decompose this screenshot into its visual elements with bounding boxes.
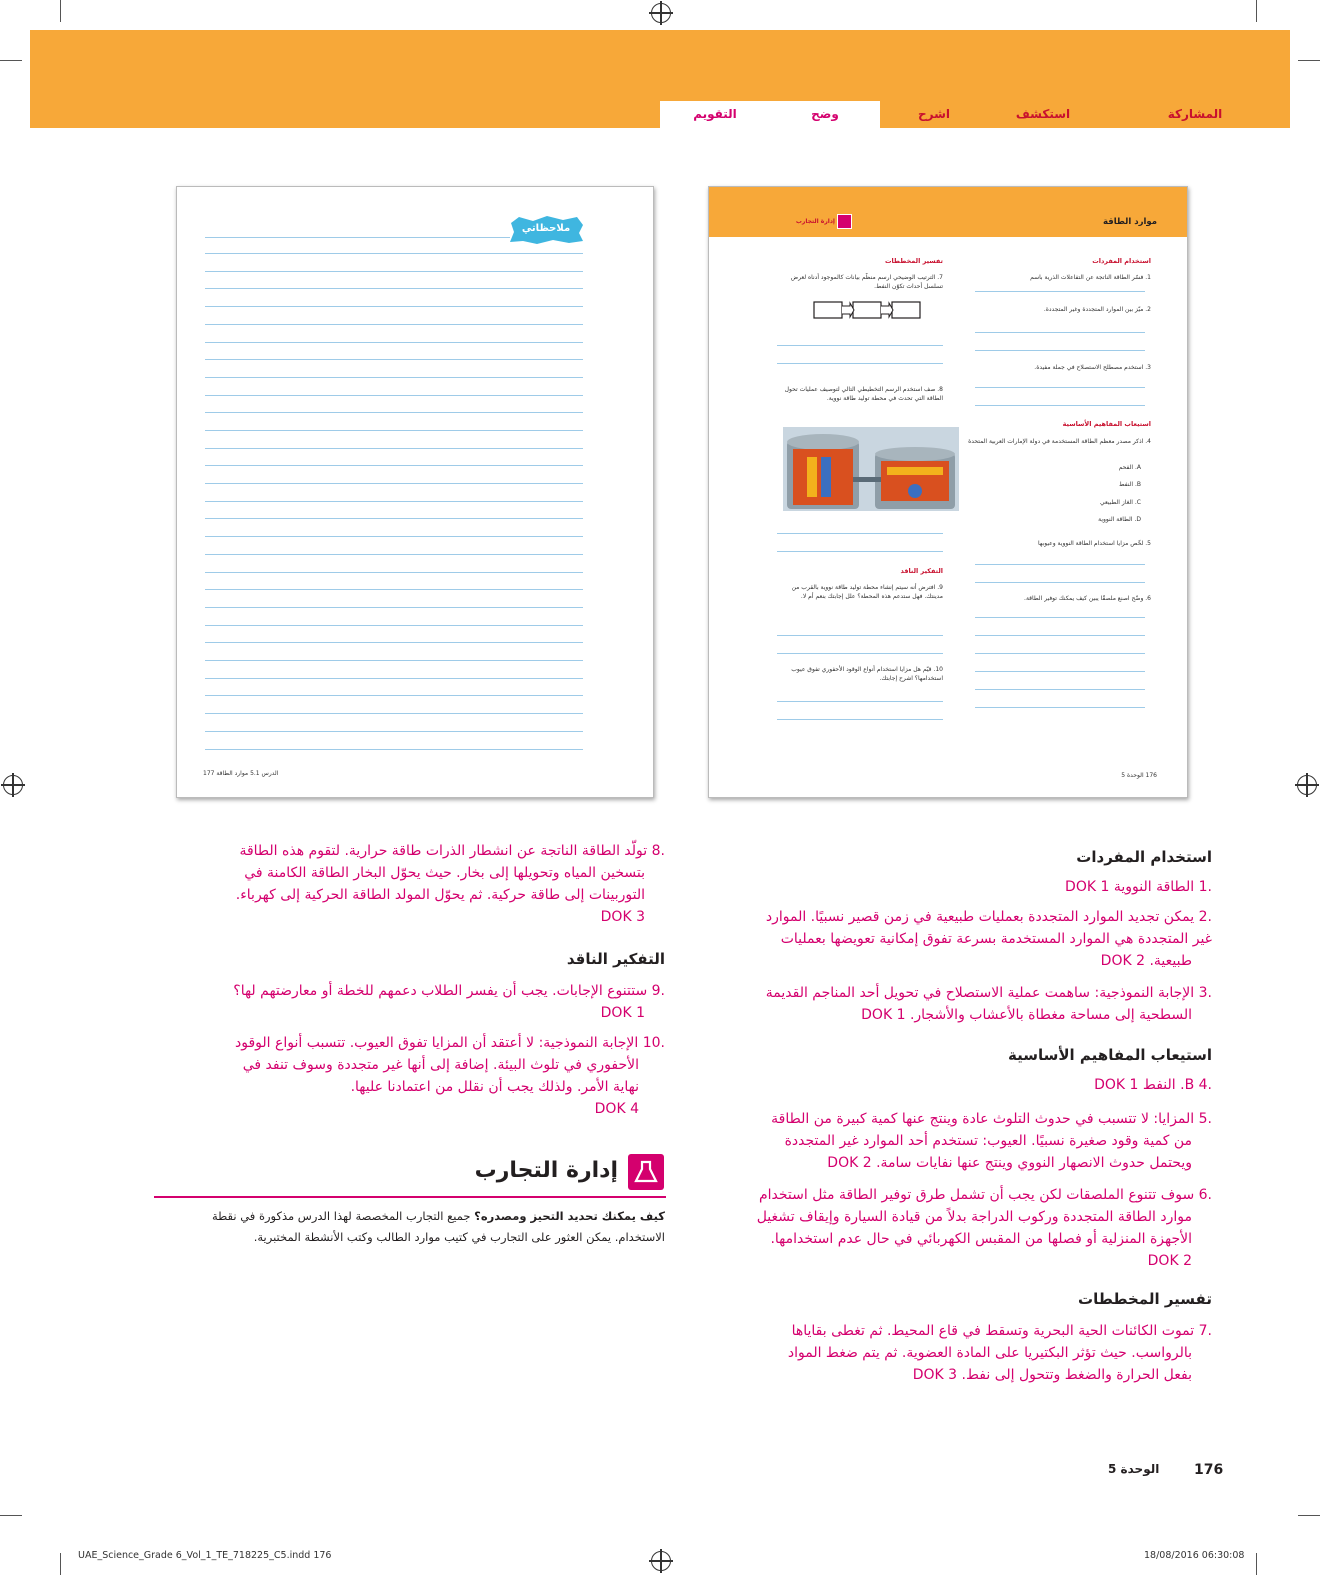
trim-mark: [0, 1515, 22, 1516]
answer-9: [160, 980, 665, 1024]
answer-line-text: DOK 4: [594, 1101, 639, 1117]
trim-mark: [1298, 60, 1320, 61]
trim-mark: [1256, 1553, 1257, 1575]
notes-line: [205, 660, 583, 661]
nuclear-plant-diagram: [783, 427, 959, 511]
lesson-tabs: [30, 101, 1290, 128]
answer-line-text: موارد الطاقة المتجددة وركوب الدراجة بدلاً من قيادة السيارة وإيقاف تشغيل: [756, 1209, 1192, 1225]
tab-evaluate[interactable]: التقويم: [660, 101, 770, 128]
slug-date: 18/08/2016 06:30:08: [1144, 1550, 1245, 1561]
answer-line-text: .3 الإجابة النموذجية: ساهمت عملية الاستصلاح في تحويل أحد المناجم القديمة: [765, 985, 1212, 1001]
answer-line-text: الأحفوري في تلوث البيئة. إضافة إلى أنها غير متجددة وسوف تنفد في: [242, 1057, 639, 1073]
notes-line: [205, 536, 583, 537]
thumb-question: 9. افترض أنه سيتم إنشاء محطة توليد طاقة نووية بالقرب من مدينتك. فهل ستدعم هذه المحطة؟ علل إجابتك بنعم أم لا.: [791, 584, 943, 600]
answer-line-text: DOK 3: [600, 909, 645, 925]
answer-line: [975, 707, 1145, 708]
trim-mark: [60, 1553, 61, 1575]
answer-line-text: .9 ستتنوع الإجابات. يجب أن يفسر الطلاب دعمهم للخطة أو معارضتهم لها؟: [233, 983, 665, 999]
lab-divider: [154, 1196, 666, 1198]
answer-line: [777, 551, 943, 552]
notes-line: [205, 607, 583, 608]
answer-line-text: ويحتمل حدوث الانصهار النووي وينتج عنها نفايات سامة. DOK 2: [827, 1155, 1192, 1171]
answer-5: [672, 1108, 1212, 1174]
section-title-diagrams: تفسير المخططات: [1078, 1290, 1212, 1308]
lab-text: [160, 1206, 665, 1248]
answer-10: [160, 1032, 665, 1120]
thumb-question: 4. اذكر مصدر معظم الطاقة المستخدمة في دولة الإمارات العربية المتحدة: [968, 438, 1151, 445]
trim-mark: [0, 60, 22, 61]
notes-line: [205, 589, 583, 590]
trim-mark: [1256, 0, 1257, 22]
answer-line-text: الأجهزة المنزلية أو فصلها من المقبس الكهربائي في حال عدم استخدامها.: [770, 1231, 1192, 1247]
registration-mark-icon: [3, 775, 23, 795]
answer-3: [672, 982, 1212, 1026]
notes-line: [205, 625, 583, 626]
notes-line: [205, 306, 583, 307]
notes-line: [205, 395, 583, 396]
notes-line: [205, 412, 583, 413]
answer-line-text: طبيعية. DOK 2: [1100, 953, 1192, 969]
answer-line: [975, 582, 1145, 583]
thumb-option: D. الطاقة النووية: [1098, 516, 1141, 523]
notes-badge: ملاحظاتي: [521, 223, 571, 234]
notes-line: [205, 271, 583, 272]
notes-line: [205, 678, 583, 679]
answer-line: [777, 635, 943, 636]
thumb-option: A. الفحم: [1118, 464, 1141, 471]
answer-line-text: .5 المزايا: لا تتسبب في حدوث التلوث عادة وينتج عنها كمية كبيرة من الطاقة: [771, 1111, 1212, 1127]
tab-explore[interactable]: استكشف: [1015, 107, 1071, 121]
notes-line: [205, 377, 583, 378]
thumb-title: موارد الطاقة: [1102, 217, 1157, 227]
tab-engage[interactable]: المشاركة: [1167, 107, 1223, 121]
answer-line-text: .6 سوف تتنوع الملصقات لكن يجب أن تشمل طرق توفير الطاقة مثل استخدام: [758, 1187, 1212, 1203]
student-page-thumbnail-176: [708, 186, 1188, 798]
notes-line: [205, 359, 583, 360]
thumb-question: 5. لخّص مزايا استخدام الطاقة النووية وعيوبها: [1038, 540, 1151, 547]
lab-icon: [837, 214, 852, 229]
notes-line: [205, 342, 583, 343]
answer-line-text: بفعل الحرارة والضغط وتتحول إلى نفط. DOK 3: [912, 1367, 1192, 1383]
answer-line-text: DOK 1: [600, 1005, 645, 1021]
answer-line-text: التوربينات إلى طاقة حركية. ثم يحوّل المولد الطاقة الحركية إلى كهرباء.: [235, 887, 645, 903]
answer-line: [975, 671, 1145, 672]
answer-line: [975, 387, 1145, 388]
notes-line: [205, 430, 583, 431]
answer-7: [672, 1320, 1212, 1386]
answer-4: .4 B. النفط DOK 1: [1094, 1077, 1212, 1093]
thumb-header: [709, 187, 1187, 237]
notes-line: [205, 518, 583, 519]
flask-icon: [628, 1154, 664, 1190]
answer-line-text: .8 تولّد الطاقة الناتجة عن انشطار الذرات طاقة حرارية. لتقوم هذه الطاقة: [239, 843, 665, 859]
answer-1: .1 الطاقة النووية DOK 1: [1065, 879, 1212, 895]
thumb-badge: إدارة التجارب: [795, 218, 835, 225]
answer-line: [975, 617, 1145, 618]
answer-line-text: السطحية إلى مساحة مغطاة بالأعشاب والأشجار. DOK 1: [861, 1007, 1192, 1023]
answer-line-text: DOK 2: [1147, 1253, 1192, 1269]
lab-text-line: جميع التجارب المخصصة لهذا الدرس مذكورة في نقطة: [211, 1209, 471, 1223]
answer-line: [975, 564, 1145, 565]
answer-line: [777, 653, 943, 654]
lab-title: إدارة التجارب: [474, 1158, 618, 1183]
thumb-question: 7. الترتيب الوضيحي ارسم منظّم بيانات كالموجود أدناه لعرض تسلسل أحداث تكوّن النفط.: [790, 274, 943, 290]
notes-line: [205, 713, 583, 714]
registration-mark-icon: [651, 3, 671, 23]
answer-line: [975, 405, 1145, 406]
tab-explain[interactable]: اشرح: [917, 107, 951, 121]
lab-flask-icon: [628, 1154, 664, 1190]
thumb-footer: الدرس 5.1 موارد الطاقة 177: [203, 770, 279, 777]
thumb-option: C. الغاز الطبيعي: [1100, 499, 1141, 506]
unit-label: الوحدة 5: [1108, 1462, 1160, 1476]
answer-line: [777, 701, 943, 702]
registration-mark-icon: [651, 1551, 671, 1571]
notes-line: [205, 237, 510, 238]
notes-line: [205, 554, 583, 555]
registration-mark-icon: [1297, 775, 1317, 795]
trim-mark: [1298, 1515, 1320, 1516]
trim-mark: [60, 0, 61, 22]
answer-line: [777, 719, 943, 720]
thumb-question: 3. استخدم مصطلح الاستصلاح في جملة مفيدة.: [1034, 364, 1151, 371]
lab-text-line: الاستخدام. يمكن العثور على التجارب في كتيب موارد الطالب وكتب الأنشطة المختبرية.: [253, 1230, 665, 1244]
section-title-core-concepts: استيعاب المفاهيم الأساسية: [1008, 1046, 1212, 1064]
lab-question: كيف يمكنك تحديد التحيز ومصدره؟: [474, 1209, 665, 1223]
thumb-option: B. النفط: [1119, 481, 1141, 488]
answer-line-text: .7 تموت الكائنات الحية البحرية وتسقط في قاع المحيط. ثم تغطى بقاياها: [791, 1323, 1212, 1339]
notes-line: [205, 483, 583, 484]
answer-2: [672, 906, 1212, 972]
notes-line: [205, 465, 583, 466]
thumb-section-heading: استخدام المفردات: [1092, 257, 1151, 265]
answer-line-text: بتسخين المياه وتحويلها إلى بخار. حيث يحوّل البخار الطاقة الكامنة في: [244, 865, 645, 881]
notes-line: [205, 731, 583, 732]
thumb-question: 2. ميّز بين الموارد المتجددة وغير المتجددة.: [1043, 306, 1151, 313]
thumb-question: 6. وضّح اصنع ملصقًا يبين كيف يمكنك توفير الطاقة.: [1024, 595, 1151, 602]
notes-line: [205, 642, 583, 643]
slug-file: UAE_Science_Grade 6_Vol_1_TE_718225_C5.indd 176: [78, 1550, 332, 1561]
answer-line-text: نهاية الأمر. ولذلك يجب أن نقلل من اعتمادنا عليها.: [350, 1079, 639, 1095]
answer-line: [777, 345, 943, 346]
page-number: 176: [1194, 1462, 1224, 1478]
notes-line: [205, 572, 583, 573]
notes-line: [205, 324, 583, 325]
answer-line-text: من كمية وقود صغيرة نسبيًا. العيوب: تستخدم أحد الموارد غير المتجددة: [784, 1133, 1192, 1149]
notes-line: [205, 288, 583, 289]
answer-line-text: بالرواسب. حيث تؤثر البكتيريا على المادة العضوية. ثم يتم ضغط المواد: [787, 1345, 1192, 1361]
thumb-section-heading: التفكير الناقد: [900, 567, 943, 575]
answer-line-text: غير المتجددة هي الموارد المستخدمة بسرعة تفوق إمكانية تعويضها بعمليات: [780, 931, 1212, 947]
answer-line: [777, 533, 943, 534]
answer-line: [777, 363, 943, 364]
answer-6: [672, 1184, 1212, 1272]
thumb-question: 8. صف استخدم الرسم التخطيطي التالي لتوصيف عمليات تحول الطاقة التي تحدث في محطة توليد طاقة نووية.: [784, 386, 943, 402]
thumb-section-heading: تفسير المخططات: [884, 257, 943, 265]
answer-line-text: .2 يمكن تجديد الموارد المتجددة بعمليات طبيعية في زمن قصير نسبيًا. الموارد: [765, 909, 1212, 925]
sequence-organizer-diagram: [813, 299, 921, 321]
thumb-footer: 176 الوحدة 5: [1121, 772, 1157, 779]
answer-line: [975, 350, 1145, 351]
notes-line: [205, 749, 583, 750]
notes-line: [205, 695, 583, 696]
thumb-question: 10. قيّم هل مزايا استخدام أنواع الوقود الأحفوري تفوق عيوب استخدامها؟ اشرح إجابتك.: [791, 666, 943, 682]
section-title-critical-thinking: التفكير الناقد: [566, 950, 665, 968]
answer-line: [975, 653, 1145, 654]
section-title-vocabulary: استخدام المفردات: [1076, 848, 1212, 866]
notes-line: [205, 448, 583, 449]
notes-line: [205, 501, 583, 502]
thumb-question: 1. فسّر الطاقة الناتجة عن التفاعلات الذرية باسم: [1030, 274, 1151, 281]
notes-line: [205, 253, 583, 254]
answer-line: [975, 291, 1145, 292]
thumb-section-heading: استيعاب المفاهيم الأساسية: [1062, 420, 1151, 428]
tab-elaborate[interactable]: وضح: [770, 101, 880, 128]
notes-page-thumbnail-177: [176, 186, 654, 798]
answer-line: [975, 332, 1145, 333]
answer-line: [975, 635, 1145, 636]
answer-line-text: .10 الإجابة النموذجية: لا أعتقد أن المزايا تفوق العيوب. تتسبب أنواع الوقود: [234, 1035, 665, 1051]
answer-8: [160, 840, 665, 928]
answer-line: [975, 689, 1145, 690]
